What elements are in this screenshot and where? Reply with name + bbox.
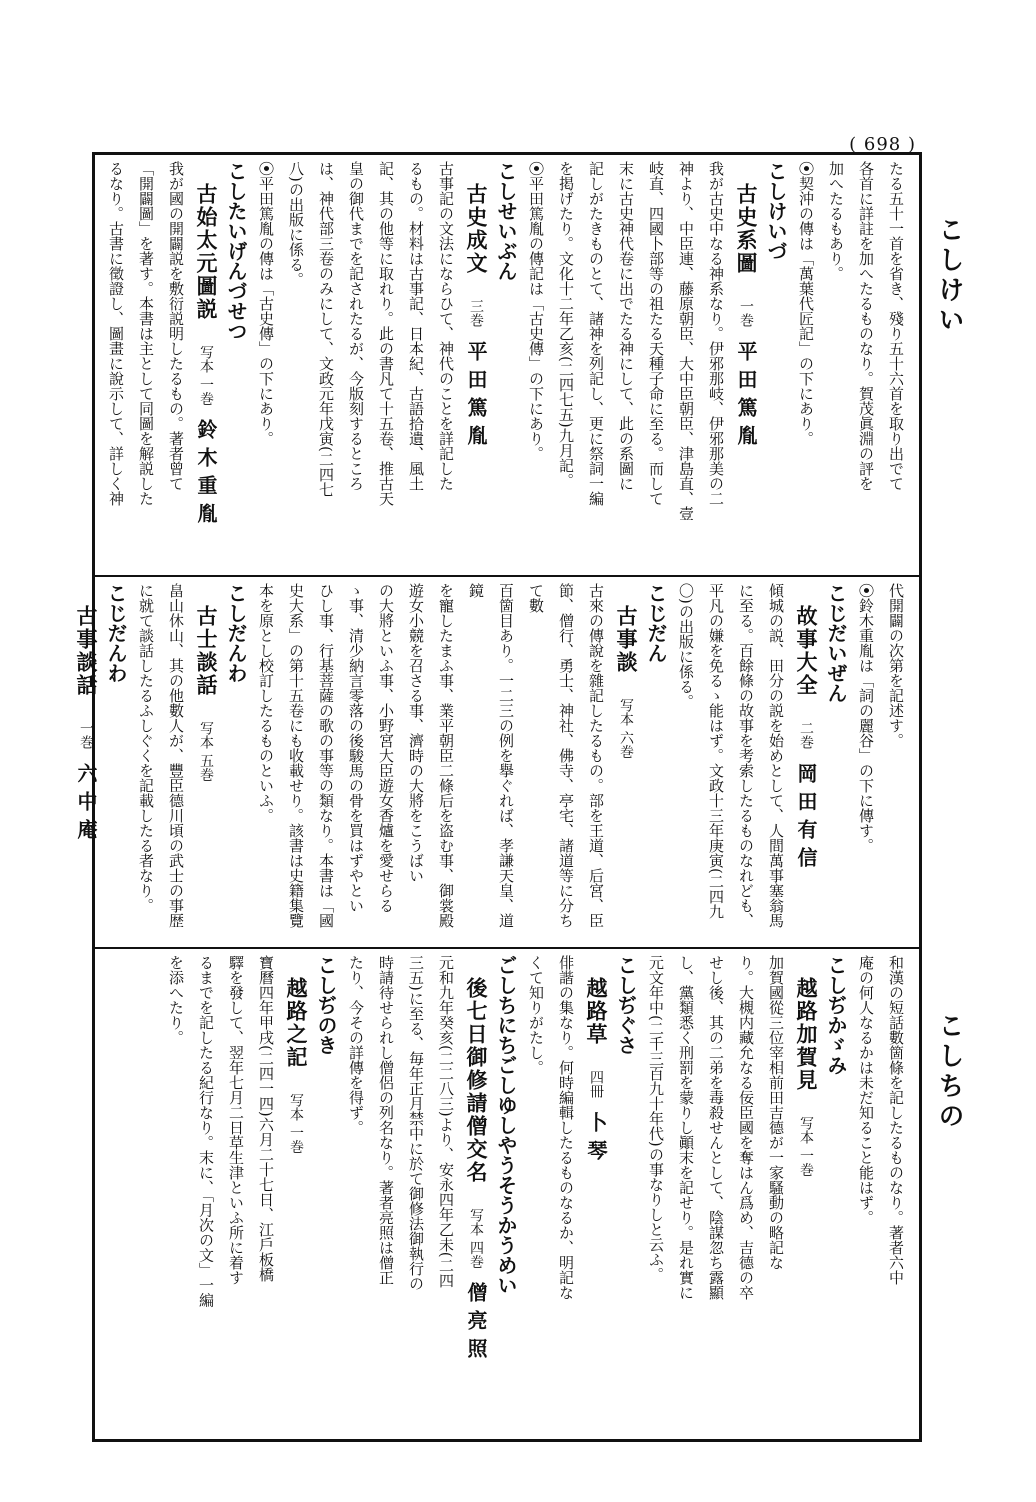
entry-reading-heading: こじだんわ xyxy=(104,583,128,683)
body-text-line: るなり。古書に徵證し、圖畫に說示して、詳しく神 xyxy=(107,161,125,506)
entry-author: 鈴木重胤 xyxy=(194,419,218,532)
entry-reading-heading: こしだんわ xyxy=(224,583,248,683)
body-text-line: 各首に詳註を加へたるものなり。賀茂眞淵の評を xyxy=(857,161,875,491)
body-text-line: 我が古史中なる神系なり。伊邪那岐、伊邪那美の二 xyxy=(707,161,725,506)
entry-title-line xyxy=(611,605,641,941)
entry-volume-info: 一巻 xyxy=(78,721,94,749)
body-text-line: 古事記の文法にならひて、神代のことを詳記した xyxy=(437,161,455,491)
entry-author: 卜琴 xyxy=(584,1112,608,1168)
body-text-line: 加賀國從三位宰相前田吉德が一家騷動の略記な xyxy=(767,955,785,1270)
body-text-line: 百箇目あり。一二三の例を擧ぐれば、孝謙天皇、道鏡 xyxy=(467,583,515,928)
body-text-line: 傾城の説、田分の説を始めとして、人間萬事塞翁馬 xyxy=(767,583,785,928)
entry-title: 後七日御修請僧交名 xyxy=(464,977,489,1184)
entry-volume-info: 写本 五巻 xyxy=(198,721,214,782)
body-text-line: るまでを記したる紀行なり。末に、「月次の文」一編 xyxy=(197,955,215,1308)
body-text-line: たり、今その詳傳を得ず。 xyxy=(347,955,365,1135)
body-text-line: 記、其の他等に取れり。此の書凡て十五卷、推古天 xyxy=(377,161,395,506)
entry-title: 古事談話 xyxy=(74,605,99,697)
body-text-line: ⦿平田篤胤の傳は「古史傳」の下にあり。 xyxy=(257,161,275,447)
entry-reading-heading: こしせいぶん xyxy=(494,161,518,281)
entry-reading-heading: こしぢぐさ xyxy=(614,955,638,1055)
body-text-line: 加へたるもあり。 xyxy=(827,161,845,281)
entry-title-line xyxy=(461,977,491,1433)
entry-volume-info: 写本 一巻 xyxy=(288,1093,304,1154)
body-text-line: 記しがたきものとて、諸神を列記し、更に祭詞一編 xyxy=(587,161,605,506)
guide-word-bottom: こしちの xyxy=(934,1012,964,1132)
guide-word-top: こしけい xyxy=(934,216,964,336)
body-text-line: ⦿鈴木重胤は「詞の麗谷」の下に傳す。 xyxy=(857,583,875,854)
body-text-line: ゝ事、清少納言零落の後駿馬の骨を買はずやとい xyxy=(347,583,365,913)
entry-volume-info: 二巻 xyxy=(798,721,814,749)
entry-reading-heading: こしぢかゞみ xyxy=(824,955,848,1075)
body-text-line: 節、僧行、勇士、神社、佛寺、亭宅、諸道等に分ちて數 xyxy=(527,583,575,928)
body-text-line: たる五十一首を省き、殘り五十六首を取り出でて xyxy=(887,161,905,491)
entry-reading-heading: こじだん xyxy=(644,583,668,663)
band-columns xyxy=(74,583,911,941)
entry-title: 古史成文 xyxy=(464,183,489,275)
body-text-line: ⦿平田篤胤の傳記は「古史傳」の下にあり。 xyxy=(527,161,545,462)
body-text-line: を添へたり。 xyxy=(167,955,185,1045)
page-frame xyxy=(74,152,922,1442)
text-band-2 xyxy=(74,575,919,947)
entry-volume-info: 写本 六巻 xyxy=(618,698,634,759)
entry-title-line xyxy=(791,605,821,941)
body-text-line: 古來の傳說を雜記したるもの。部を王道、后宮、臣 xyxy=(587,583,605,928)
body-text-line: ⦿契沖の傳は「萬葉代匠記」の下にあり。 xyxy=(797,161,815,447)
entry-volume-info: 三巻 xyxy=(468,299,484,327)
entry-reading-heading: こしけいづ xyxy=(764,161,788,261)
entry-volume-info: 写本 四巻 xyxy=(468,1208,484,1269)
entry-author: 平田篤胤 xyxy=(734,341,758,453)
body-text-line: 平凡の嫌を免るゝ能はず。文政十三年庚寅(二四九 xyxy=(707,583,725,919)
entry-reading-heading: こしたいげんづせつ xyxy=(224,161,248,341)
entry-author: 平田篤胤 xyxy=(464,341,488,453)
page-number: ( 698 ) xyxy=(849,134,916,155)
band-columns xyxy=(101,161,911,569)
body-text-line: 神より、中臣連、藤原朝臣、大中臣朝臣、津島直、壹 xyxy=(677,161,695,521)
body-text-line: せし後、其の二弟を毒殺せんとして、陰謀忽ち露顯 xyxy=(707,955,725,1300)
body-text-line: 遊女小競を召さる事、濟時の大將をこうばい xyxy=(407,583,425,883)
body-text-line: を寵したまふ事、業平朝臣二條后を盗む事、御裳殿 xyxy=(437,583,455,928)
entry-reading-heading: こじだいぜん xyxy=(824,583,848,703)
entry-title: 古事談 xyxy=(614,605,639,674)
entry-volume-info: 一巻 xyxy=(738,299,754,327)
entry-title: 故事大全 xyxy=(794,605,819,697)
entry-title-line xyxy=(731,183,761,569)
body-text-line: し、黨類悉く刑罰を蒙りし顚末を記せり。是れ實に xyxy=(677,955,695,1300)
entry-title-line xyxy=(791,977,821,1433)
body-text-line: 「開闢圖」を著す。本書は主として同圖を解説した xyxy=(137,161,155,506)
body-text-line: 俳諧の集なり。何時編輯したるものなるか、明記な xyxy=(557,955,575,1300)
body-text-line: るもの。材料は古事記、日本紀、古語拾遺、風土 xyxy=(407,161,425,491)
body-text-line: 時請待せられし僧侶の列名なり。著者亮照は僧正 xyxy=(377,955,395,1285)
text-band-1 xyxy=(95,155,919,575)
entry-title: 古始太元圖説 xyxy=(194,183,219,321)
body-text-line: 皇の御代までを記されたるが、今版刻するところ xyxy=(347,161,365,491)
body-text-line: 史大系」の第十五卷にも收載せり。該書は史籍集覽 xyxy=(287,583,305,928)
body-text-line: 畠山休山、其の他數人が、豐臣德川頃の武士の事歴 xyxy=(167,583,185,928)
body-text-line: り。大槻内藏允なる佞臣國を奪はん爲め、吉德の卒 xyxy=(737,955,755,1300)
body-text-line: 末に古史神代卷に出でたる神にして、此の系圖に xyxy=(617,161,635,491)
body-text-line: 本を原とし校訂したるものといふ。 xyxy=(257,583,275,823)
entry-author: 僧亮照 xyxy=(464,1282,488,1367)
body-text-line: 驛を發して、翌年七月二日草生津といふ所に着す xyxy=(227,955,245,1285)
entry-volume-info: 写本 一巻 xyxy=(798,1116,814,1177)
body-text-line: 代開闢の次第を記述す。 xyxy=(887,583,905,748)
body-text-line: くて知りがたし。 xyxy=(527,955,545,1075)
body-text-line: 岐直、四國卜部等の祖たる天種子命に至る。而して xyxy=(647,161,665,506)
entry-title-line xyxy=(461,183,491,569)
body-text-line: ひし事、行基菩薩の歌の事等の類なり。本書は「國 xyxy=(317,583,335,928)
entry-title: 越路草 xyxy=(584,977,609,1046)
entry-title-line xyxy=(71,605,101,941)
body-text-line: 三五)に至る、毎年正月禁中に於て御修法御執行の xyxy=(407,955,425,1291)
body-text-line: 我が國の開闢説を敷衍説明したるもの。著者曾て xyxy=(167,161,185,491)
body-text-line: に就て談話したるふしぐくを記載したる者なり。 xyxy=(137,583,155,913)
entry-author: 岡田有信 xyxy=(794,763,818,875)
entry-title: 古史系圖 xyxy=(734,183,759,275)
body-text-line: の大將といふ事、小野宮大臣遊女香爐を愛せらる xyxy=(377,583,395,913)
body-text-line: 八)の出版に係る。 xyxy=(287,161,305,287)
body-text-line: 寶曆四年甲戌(二四一四)六月二十七日、江戶板橋 xyxy=(257,955,275,1282)
body-text-line: 〇)の出版に係る。 xyxy=(677,583,695,709)
entry-volume-info: 四冊 xyxy=(588,1070,604,1098)
body-text-line: に至る。百餘條の故事を考索したるものなれども、 xyxy=(737,583,755,928)
entry-title-line xyxy=(581,977,611,1433)
entry-volume-info: 写本 一巻 xyxy=(198,345,214,406)
entry-author: 六中庵 xyxy=(74,763,98,847)
entry-title-line xyxy=(191,605,221,941)
body-text-line: 元和九年癸亥(二二八三)より、安永四年乙未(二四 xyxy=(437,955,455,1288)
text-band-3 xyxy=(95,947,919,1439)
body-text-line: は、神代部三卷のみにして、文政元年戊寅(二四七 xyxy=(317,161,335,497)
band-columns xyxy=(101,955,911,1433)
entry-title-line xyxy=(191,183,221,569)
entry-title: 越路加賀見 xyxy=(794,977,819,1092)
body-text-line: 和漢の短話數箇條を記したるものなり。著者六中 xyxy=(887,955,905,1285)
entry-title-line xyxy=(281,977,311,1433)
body-text-line: 元文年中(二千三百九十年代)の事なりしと云ふ。 xyxy=(647,955,665,1282)
body-text-line: 庵の何人なるかは未だ知ること能はず。 xyxy=(857,955,875,1225)
entry-reading-heading: こしぢのき xyxy=(314,955,338,1055)
entry-title: 越路之記 xyxy=(284,977,309,1069)
entry-title: 古士談話 xyxy=(194,605,219,697)
entry-reading-heading: ごしちにちごしゆしやうそうかうめい xyxy=(494,955,518,1295)
body-text-line: を掲げたり。文化十二年乙亥(二四七五)九月記。 xyxy=(557,161,575,488)
